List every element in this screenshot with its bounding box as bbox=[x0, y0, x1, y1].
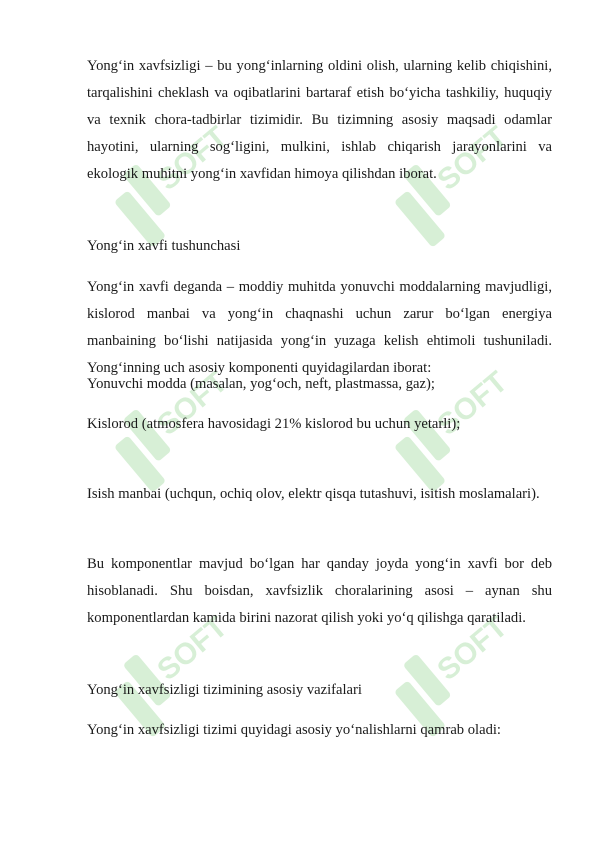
list-item-combustible: Yonuvchi modda (masalan, yog‘och, neft, plastmassa, gaz); bbox=[87, 376, 435, 392]
paragraph-components-conclusion: Bu komponentlar mavjud bo‘lgan har qanday joyda yong‘in xavfi bor deb hisoblanadi. Shu boisdan, xavfsizlik choralarining asosi – aynan shu komponentlardan kamida birini nazorat qilish yoki yo‘q qilishga qaratiladi. bbox=[87, 556, 552, 626]
list-item-ignition-source: Isish manbai (uchqun, ochiq olov, elektr qisqa tutashuvi, isitish moslamalari). bbox=[87, 486, 540, 502]
list-item-oxygen: Kislorod (atmosfera havosidagi 21% kislorod bu uchun yetarli); bbox=[87, 416, 461, 432]
svg-text:SOFT: SOFT bbox=[151, 365, 234, 443]
svg-text:SOFT: SOFT bbox=[151, 610, 234, 688]
svg-text:SOFT: SOFT bbox=[431, 365, 514, 443]
svg-text:SOFT: SOFT bbox=[151, 120, 234, 198]
svg-text:SOFT: SOFT bbox=[431, 610, 514, 688]
paragraph-system-directions: Yong‘in xavfsizligi tizimi quyidagi asosiy yo‘nalishlarni qamrab oladi: bbox=[87, 722, 501, 738]
paragraph-fire-hazard-definition: Yong‘in xavfi deganda – moddiy muhitda yonuvchi moddalarning mavjudligi, kislorod manbai va yong‘in chaqnashi uchun zarur bo‘lgan energiya manbaining bo‘lishi natijasida yong‘in yuzaga kelish ehtimoli tushuniladi. Yong‘inning uch asosiy komponenti quyidagilardan iborat: bbox=[87, 279, 552, 376]
section-heading-fire-hazard: Yong‘in xavfi tushunchasi bbox=[87, 238, 241, 254]
paragraph-intro: Yong‘in xavfsizligi – bu yong‘inlarning oldini olish, ularning kelib chiqishini, tarqalishini cheklash va oqibatlarini bartaraf etish bo‘yicha tashkiliy, huquqiy va texnik chora-tadbirlar tizimidir. Bu tizimning asosiy maqsadi odamlar hayotini, ularning sog‘ligini, mulkini, ishlab chiqarish jarayonlarini va ekologik muhitni yong‘in xavfidan himoya qilishdan iborat. bbox=[87, 58, 552, 182]
section-heading-system-tasks: Yong‘in xavfsizligi tizimining asosiy vazifalari bbox=[87, 682, 362, 698]
svg-text:SOFT: SOFT bbox=[431, 120, 514, 198]
